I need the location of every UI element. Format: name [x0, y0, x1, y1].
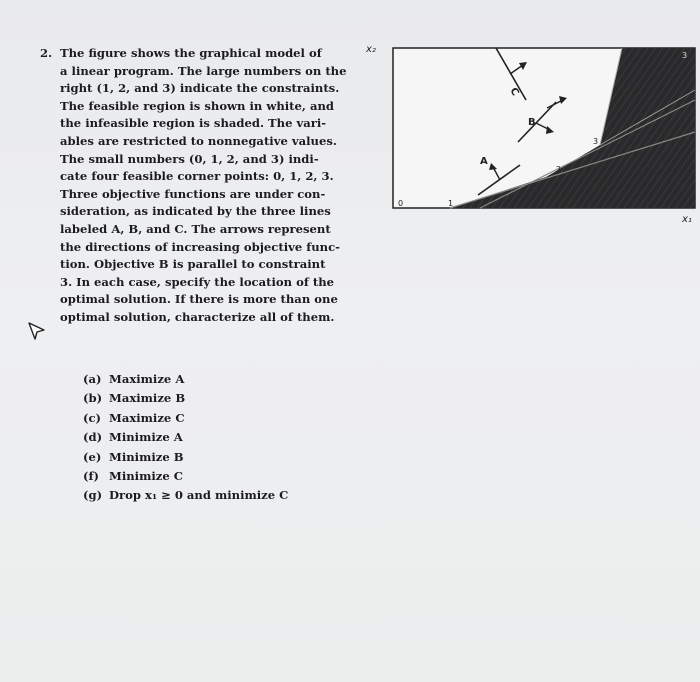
problem-line: 3. In each case, specify the location of the [60, 274, 335, 289]
objective-label-a: A [480, 156, 488, 167]
question-part-d: (d) Minimize A [83, 430, 183, 445]
problem-line: labeled A, B, and C. The arrows represent [60, 221, 331, 236]
problem-line: cate four feasible corner points: 0, 1, 2, 3. [60, 169, 334, 184]
problem-line: The feasible region is shown in white, and [60, 98, 335, 113]
objective-label-c: C [507, 86, 521, 98]
problem-line: optimal solution. If there is more than one [60, 292, 338, 307]
question-part-f: (f) Minimize C [83, 469, 183, 484]
lp-figure [360, 30, 700, 244]
question-parts [83, 370, 288, 506]
problem-line: tion. Objective B is parallel to constraint [60, 257, 326, 272]
question-part-c: (c) Maximize C [83, 410, 185, 425]
problem-line: a linear program. The large numbers on the [60, 63, 347, 78]
problem-statement [40, 45, 347, 327]
question-part-e: (e) Minimize B [83, 449, 184, 464]
problem-line: Three objective functions are under con- [60, 186, 326, 201]
cursor-icon [26, 320, 48, 342]
problem-line: optimal solution, characterize all of them. [60, 309, 335, 324]
problem-number: 2. [40, 46, 53, 60]
constraint-label-3: 3 [682, 51, 688, 60]
problem-line: the directions of increasing objective func- [60, 239, 340, 254]
problem-line: The figure shows the graphical model of [60, 46, 322, 60]
question-part-g: (g) Drop x₁ ≥ 0 and minimize C [83, 488, 289, 503]
question-part-a: (a) Maximize A [83, 372, 185, 386]
corner-label-2: 2 [556, 165, 562, 174]
objective-label-b: B [528, 117, 536, 128]
x2-axis-label: x₂ [366, 44, 376, 55]
x1-axis-label: x₁ [682, 214, 692, 225]
question-part-b: (b) Maximize B [83, 391, 186, 406]
corner-label-0: 0 [398, 199, 404, 208]
problem-body [60, 45, 347, 327]
corner-label-1: 1 [448, 199, 454, 208]
problem-line: ables are restricted to nonnegative values. [60, 133, 337, 148]
lp-graph [360, 30, 700, 240]
problem-line: the infeasible region is shaded. The vari- [60, 116, 327, 131]
problem-line: right (1, 2, and 3) indicate the constraints. [60, 81, 340, 96]
problem-line: The small numbers (0, 1, 2, and 3) indi- [60, 151, 319, 166]
problem-line: sideration, as indicated by the three lines [60, 204, 331, 219]
corner-label-3: 3 [593, 137, 599, 146]
